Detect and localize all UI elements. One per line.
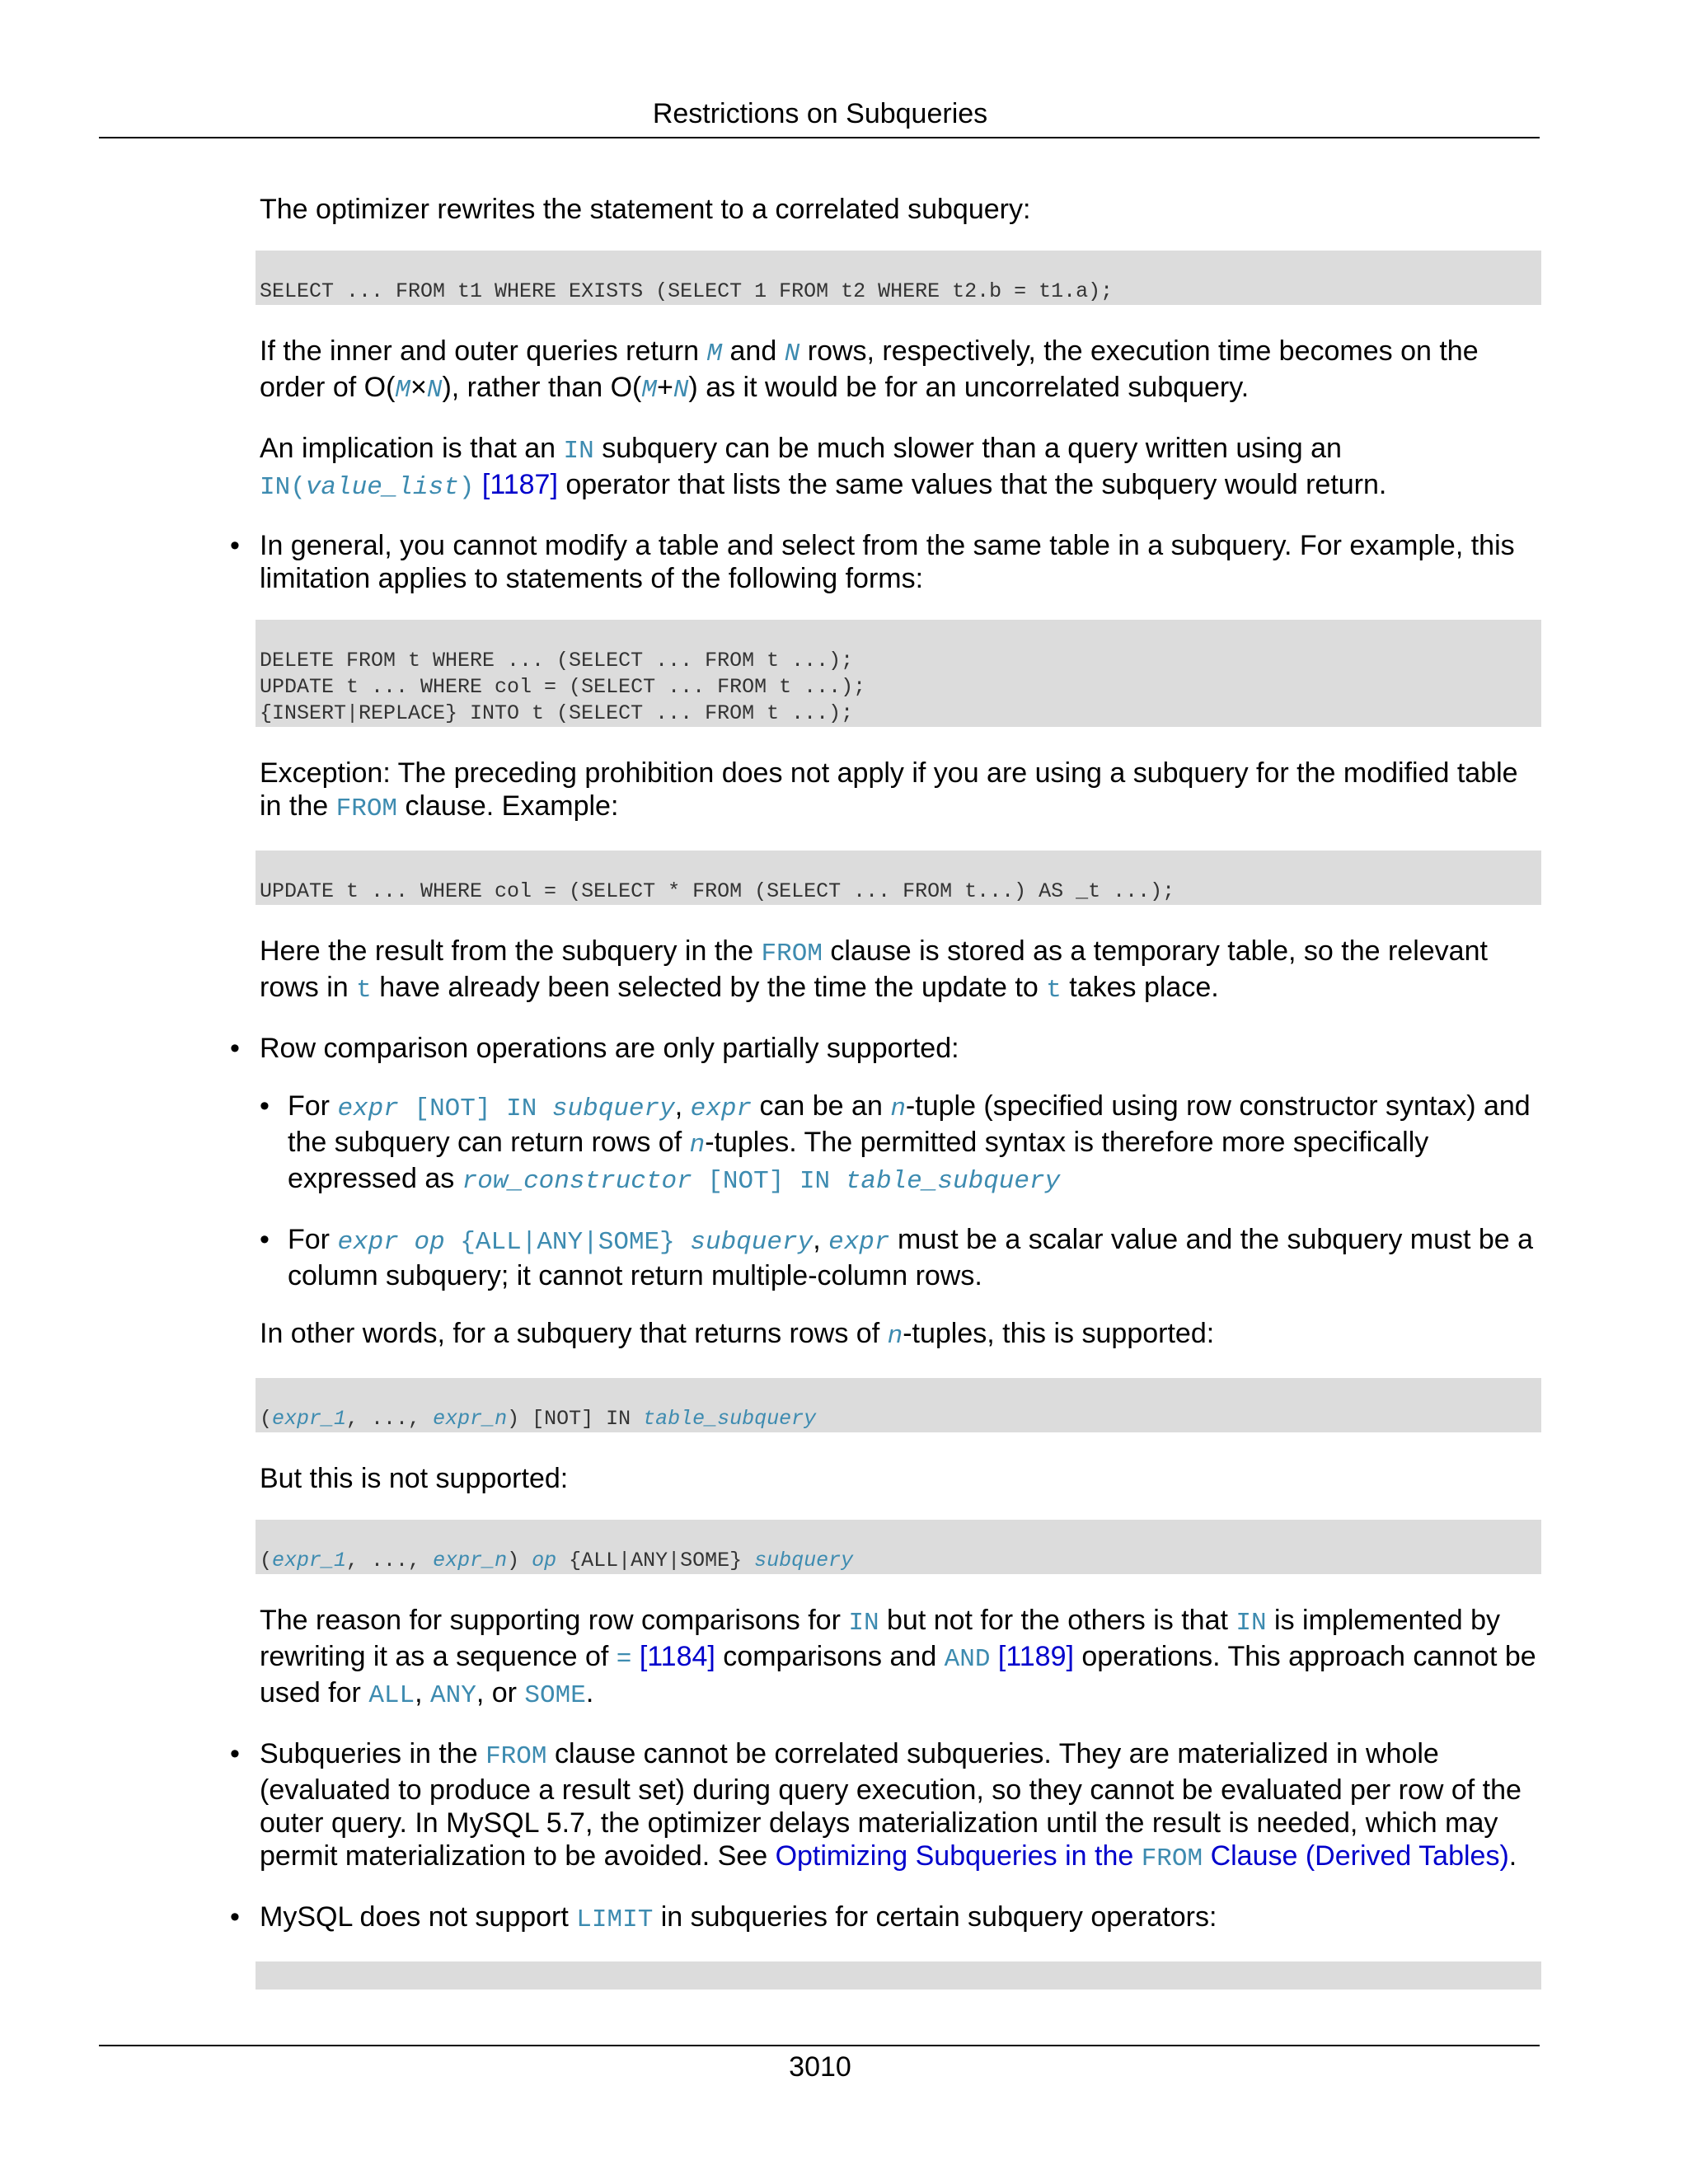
paragraph: But this is not supported: [260,1463,569,1494]
bullet: • [260,1090,270,1122]
code-block [256,1961,1541,1990]
paragraph: For expr [NOT] IN subquery, expr can be an n-tuple (specified using row constructor syntax) and the subquery can return rows of n-tuples. The permitted syntax is therefore more specifically expressed as row_constructor [NOT] IN table_subquery [288,1090,1531,1196]
xref-link[interactable]: [1189] [990,1641,1074,1672]
list-item [260,1223,1541,1292]
document-body [230,193,1541,2014]
variable: M [706,340,723,368]
inline-code: IN [563,437,594,466]
bullet: • [230,1033,240,1064]
paragraph: Exception: The preceding prohibition does not apply if you are using a subquery for the modified table in the FROM clause. Example: [260,757,1518,823]
list-item [230,1032,1541,1713]
paragraph: Here the result from the subquery in the FROM clause is stored as a temporary table, so the relevant rows in t have already been selected by the time the update to t takes place. [260,935,1488,1005]
derived-tables-link[interactable]: Optimizing Subqueries in the FROM Clause (Derived Tables) [775,1840,1509,1873]
list-item [230,1737,1541,1876]
variable: N [784,340,800,368]
paragraph: Subqueries in the FROM clause cannot be correlated subqueries. They are materialized in whole (evaluated to produce a result set) during query execution, so they cannot be evaluated per row of the outer query. In MySQL 5.7, the optimizer delays materialization until the result is needed, which may permit materialization to be avoided. See Optimizing Subqueries in the FROM Clause (Derived Tables). [260,1738,1522,1873]
page-number: 3010 [789,2051,851,2083]
code-block: (expr_1, ..., expr_n) op {ALL|ANY|SOME} subquery [256,1520,1541,1574]
header-rule [99,137,1540,138]
bullet: • [230,1901,240,1933]
code-block: UPDATE t ... WHERE col = (SELECT * FROM (SELECT ... FROM t...) AS _t ...); [256,851,1541,905]
code-block: SELECT ... FROM t1 WHERE EXISTS (SELECT 1 FROM t2 WHERE t2.b = t1.a); [256,251,1541,305]
paragraph: If the inner and outer queries return M and N rows, respectively, the execution time becomes on the order of O(M×N), rather than O(M+N) as it would be for an uncorrelated subquery. [260,335,1479,405]
paragraph: Row comparison operations are only partially supported: [260,1033,959,1064]
paragraph: The reason for supporting row comparisons for IN but not for the others is that IN is implemented by rewriting it as a sequence of = [1184] comparisons and AND [1189] operations. This approach cannot be used for ALL, ANY, or SOME. [260,1605,1536,1710]
xref-link[interactable]: [1187] [481,469,558,500]
code-block: DELETE FROM t WHERE ... (SELECT ... FROM t ...); UPDATE t ... WHERE col = (SELECT ... FROM t ...); {INSERT|REPLACE} INTO t (SELECT ... FROM t ...); [256,620,1541,727]
bullet: • [260,1224,270,1255]
list-item [260,1090,1541,1198]
xref-link[interactable]: [1184] [631,1641,715,1672]
list-item [230,529,1541,1007]
bullet: • [230,1738,240,1769]
bullet: • [230,530,240,561]
list-item [230,1900,1541,1990]
paragraph: For expr op {ALL|ANY|SOME} subquery, expr must be a scalar value and the subquery must be a column subquery; it cannot return multiple-column rows. [288,1224,1534,1291]
paragraph: An implication is that an IN subquery can be much slower than a query written using an IN(value_list) [1187] operator that lists the same values that the subquery would return. [260,433,1387,502]
inline-code: FROM [335,794,398,823]
paragraph: The optimizer rewrites the statement to a correlated subquery: [260,194,1031,225]
nested-list [260,1090,1541,1292]
paragraph: In other words, for a subquery that returns rows of n-tuples, this is supported: [260,1318,1215,1351]
code-block: (expr_1, ..., expr_n) [NOT] IN table_subquery [256,1378,1541,1432]
paragraph: In general, you cannot modify a table and select from the same table in a subquery. For example, this limitation applies to statements of the following forms: [260,530,1515,594]
footer-rule [99,2045,1540,2046]
inline-code: IN(value_list) [260,473,475,502]
page-header-title: Restrictions on Subqueries [652,98,988,129]
paragraph: MySQL does not support LIMIT in subqueries for certain subquery operators: [260,1901,1217,1934]
